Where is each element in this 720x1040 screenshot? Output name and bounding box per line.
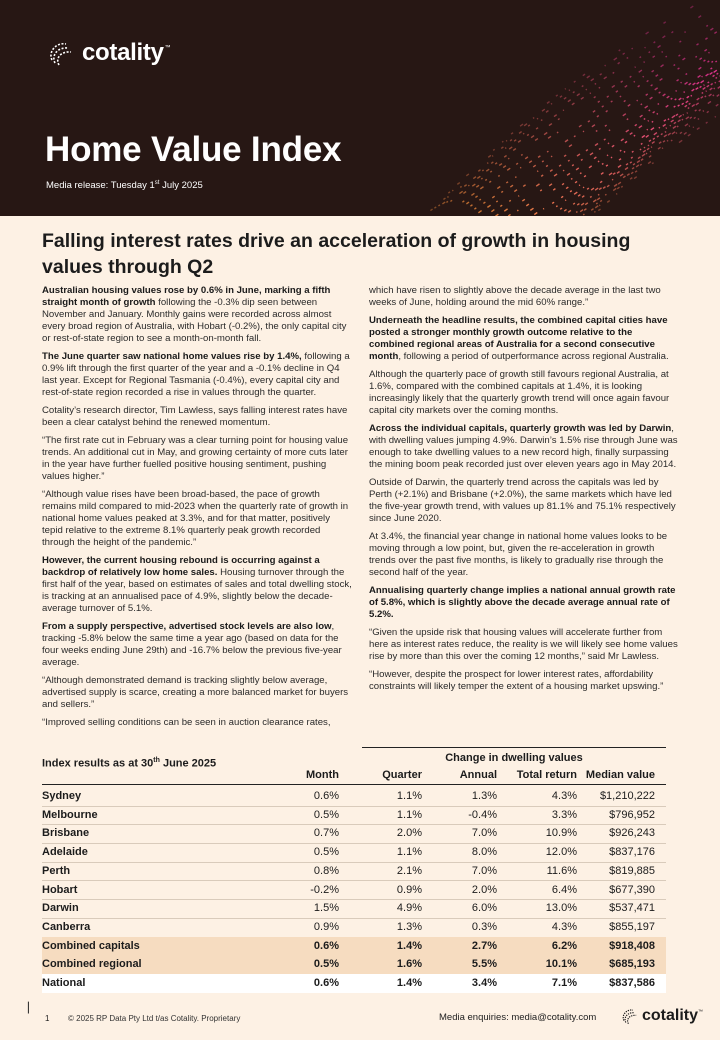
left-column <box>42 285 352 735</box>
table-row <box>42 918 666 937</box>
media-enquiries: Media enquiries: media@cotality.com <box>439 1012 597 1023</box>
table-cell: 2.0% <box>471 883 497 896</box>
table-cell: $796,952 <box>609 808 655 821</box>
table-cell: 0.5% <box>313 846 339 859</box>
table-cell: 2.1% <box>396 864 422 877</box>
table-cell: 4.3% <box>551 920 577 933</box>
table-cell: $677,390 <box>609 883 655 896</box>
right-column <box>369 285 679 699</box>
paragraph <box>42 489 352 549</box>
table-cell: 0.8% <box>313 864 339 877</box>
article-headline: Falling interest rates drive an acceleration of growth in housing values through Q2 <box>42 230 631 278</box>
paragraph <box>369 585 679 621</box>
paragraph <box>369 669 679 693</box>
region-name: Darwin <box>42 902 79 915</box>
paragraph-body: , tracking -5.8% below the same time a year ago (based on data for the four weeks ending June 29th) and -16.7% below the previous five-year average. <box>42 621 342 668</box>
region-name: Sydney <box>42 790 82 802</box>
table-cell: 1.4% <box>396 977 422 989</box>
paragraph <box>42 351 352 399</box>
table-cell: -0.2% <box>310 883 339 896</box>
paragraph-body: which have risen to slightly above the decade average in the last two weeks of June, holding around the mid 60% range.” <box>369 285 661 308</box>
table-cell: $918,408 <box>609 939 655 952</box>
paragraph-lead: Underneath the headline results, the combined capital cities have posted a stronger monthly growth outcome relative to the combined regional areas of Australia for a second consecutive month <box>369 315 668 362</box>
table-cell: 1.1% <box>396 808 422 821</box>
paragraph <box>369 423 679 471</box>
hero-banner <box>0 0 720 216</box>
paragraph <box>369 285 679 309</box>
paragraph-body: “Improved selling conditions can be seen in auction clearance rates, <box>42 717 331 728</box>
column-header: Quarter <box>382 769 422 781</box>
table-cell: $819,885 <box>609 864 655 877</box>
corner-mark: ▏ <box>28 1003 36 1014</box>
paragraph-body: “Although value rises have been broad-based, the pace of growth remains mild compared to mid-2023 when the quarterly rate of growth in national home values peaked at 3.3%, and for that matter, positively tepid relative to the extreme 8.1% quarterly peak growth recorded through the height of the pandemic.” <box>42 489 349 548</box>
table-cell: 5.5% <box>471 958 497 971</box>
paragraph-body: Outside of Darwin, the quarterly trend across the capitals was led by Perth (+2.1%) and Brisbane (+2.0%), the same markets which have led the five-year growth trend, with values up 81.1% and 75.1% respectively since June 2020. <box>369 477 676 524</box>
paragraph-lead: However, the current housing rebound is occurring against a backdrop of relatively low home sales. <box>42 555 320 578</box>
region-name: Adelaide <box>42 846 88 859</box>
paragraph-body: following the -0.3% dip seen between November and January. Monthly gains were recorded across almost every broad region of Australia, with Hobart (-0.2%), the only capital city or rest-of-state region to see a month-on-month fall. <box>42 297 347 344</box>
region-name: Perth <box>42 864 71 877</box>
table-cell: 4.3% <box>551 790 577 802</box>
column-header: Month <box>306 769 339 781</box>
paragraph-body: , following a period of outperformance across regional Australia. <box>398 351 669 362</box>
table-cell: 0.7% <box>313 827 339 840</box>
brand-logo <box>46 38 171 68</box>
page-footer <box>0 1000 720 1040</box>
paragraph-body: , with dwelling values jumping 4.9%. Darwin’s 1.5% rise through June was enough to take dwelling values to a new record high, finally surpassing the mining boom peak recorded just over eleven years ago in May 2014. <box>369 423 678 470</box>
table-cell: 1.6% <box>396 958 422 971</box>
paragraph-body: Although the quarterly pace of growth still favours regional Australia, at 1.6%, compared with the combined capitals at 1.4%, it is looking increasingly likely that the quarterly growth trend will once again favour capital city markets over the coming months. <box>369 369 670 416</box>
paragraph-body: At 3.4%, the financial year change in national home values looks to be moving through a low point, but, given the re-acceleration in growth trends over the past five months, is likely to gradually rise through the second half of the year. <box>369 531 668 578</box>
table-cell: $685,193 <box>609 958 655 971</box>
table-cell: 0.6% <box>313 977 339 989</box>
paragraph-lead: The June quarter saw national home values rise by 1.4%, <box>42 351 302 362</box>
column-header: Median value <box>585 769 655 781</box>
paragraph <box>42 675 352 711</box>
region-name: Canberra <box>42 920 91 933</box>
region-name: Melbourne <box>42 808 98 821</box>
table-row <box>42 955 666 974</box>
paragraph <box>369 477 679 525</box>
column-header: Total return <box>516 769 577 781</box>
paragraph <box>42 435 352 483</box>
paragraph <box>42 621 352 669</box>
paragraph-body: “The first rate cut in February was a clear turning point for housing value trends. An additional cut in May, and growing certainty of more cuts later in the year have further fuelled positive housing sentiment, pushing values higher.” <box>42 435 349 482</box>
table-cell: $837,586 <box>609 977 655 989</box>
table-row <box>42 843 666 862</box>
brand-name: cotality <box>82 39 164 66</box>
table-cell: 1.5% <box>313 902 339 915</box>
footer-logo <box>620 1006 703 1026</box>
table-cell: 1.3% <box>396 920 422 933</box>
table-cell: 3.3% <box>551 808 577 821</box>
table-row <box>42 974 666 993</box>
table-cell: 0.5% <box>313 808 339 821</box>
table-cell: 0.9% <box>313 920 339 933</box>
cotality-swirl-icon <box>46 38 80 68</box>
table-title: Index results as at 30th June 2025 <box>42 757 217 770</box>
table-cell: 6.0% <box>471 902 497 915</box>
paragraph-body: “Given the upside risk that housing values will accelerate further from here as interest rates reduce, the reality is we will likely see home values rise by more than this over the coming 12 months,” said Mr Lawless. <box>369 627 678 662</box>
table-cell: $855,197 <box>609 920 655 933</box>
table-cell: 6.4% <box>551 883 577 896</box>
table-cell: 0.9% <box>396 883 422 896</box>
table-cell: 1.1% <box>396 790 422 802</box>
table-cell: 11.6% <box>546 864 577 877</box>
page-title: Home Value Index <box>45 130 342 169</box>
paragraph <box>369 531 679 579</box>
table-row <box>42 881 666 900</box>
brand-trademark: ™ <box>164 45 171 51</box>
table-cell: 0.6% <box>313 790 339 802</box>
table-cell: $837,176 <box>609 846 655 859</box>
table-cell: $926,243 <box>609 827 655 840</box>
paragraph <box>369 627 679 663</box>
paragraph-body: Housing turnover through the first half of the year, based on estimates of sales and total dwelling stock, is tracking at an annualised pace of 4.9%, slightly below the decade-average turnover of 5.1%. <box>42 567 352 614</box>
table-cell: 0.3% <box>471 920 497 933</box>
table-cell: 10.1% <box>545 958 577 971</box>
table-row <box>42 787 666 806</box>
table-cell: 2.0% <box>396 827 422 840</box>
table-cell: 12.0% <box>545 846 577 859</box>
table-cell: 10.9% <box>545 827 577 840</box>
region-name: National <box>42 977 86 989</box>
paragraph-body: “Although demonstrated demand is tracking slightly below average, advertised supply is scarce, creating a more balanced market for buyers and sellers.” <box>42 675 349 710</box>
table-row <box>42 937 666 956</box>
table-row <box>42 862 666 881</box>
region-name: Combined regional <box>42 958 142 971</box>
paragraph <box>42 717 352 729</box>
column-header: Annual <box>459 769 497 781</box>
region-name: Combined capitals <box>42 939 140 952</box>
copyright-text: © 2025 RP Data Pty Ltd t/as Cotality. Proprietary <box>68 1014 241 1023</box>
paragraph <box>369 369 679 417</box>
paragraph <box>42 405 352 429</box>
header-rule <box>42 784 666 785</box>
group-rule <box>362 747 666 748</box>
paragraph-body: Cotality’s research director, Tim Lawless, says falling interest rates have been a clear catalyst behind the renewed momentum. <box>42 405 348 428</box>
cotality-swirl-icon <box>620 1006 642 1026</box>
table-cell: 7.0% <box>471 827 497 840</box>
footer-brand-name: cotality <box>642 1007 699 1024</box>
table-cell: 13.0% <box>545 902 577 915</box>
paragraph-lead: Across the individual capitals, quarterly growth was led by Darwin <box>369 423 672 434</box>
table-cell: 4.9% <box>396 902 422 915</box>
table-cell: 7.1% <box>551 977 577 989</box>
paragraph <box>42 285 352 345</box>
table-cell: 1.1% <box>396 846 422 859</box>
table-cell: 2.7% <box>471 939 497 952</box>
region-name: Brisbane <box>42 827 90 840</box>
paragraph <box>369 315 679 363</box>
paragraph-lead: Annualising quarterly change implies a national annual growth rate of 5.8%, which is slightly above the decade average annual rate of 5.2%. <box>369 585 676 620</box>
paragraph-lead: Australian housing values rose by 0.6% in June, marking a fifth straight month of growth <box>42 285 331 308</box>
table-cell: 1.4% <box>396 939 422 952</box>
paragraph <box>42 555 352 615</box>
region-name: Hobart <box>42 883 78 896</box>
table-row <box>42 806 666 825</box>
paragraph-body: following a 0.9% lift through the first quarter of the year and a -0.1% decline in Q4 last year. Except for Regional Tasmania (-0.4%), every capital city and rest-of-state region recorded a rise in values through the quarter. <box>42 351 350 398</box>
table-cell: 7.0% <box>471 864 497 877</box>
table-cell: 1.3% <box>471 790 497 802</box>
release-date: Media release: Tuesday 1st July 2025 <box>46 180 203 192</box>
footer-brand-trademark: ™ <box>698 1009 704 1015</box>
paragraph-lead: From a supply perspective, advertised stock levels are also low <box>42 621 332 632</box>
table-cell: 0.6% <box>313 939 339 952</box>
table-cell: 3.4% <box>471 977 497 989</box>
table-row <box>42 899 666 918</box>
table-cell: 0.5% <box>313 958 339 971</box>
page-number: 1 <box>45 1014 50 1023</box>
table-cell: $1,210,222 <box>599 790 655 802</box>
table-cell: -0.4% <box>468 808 497 821</box>
paragraph-body: “However, despite the prospect for lower interest rates, affordability constraints will likely temper the extent of a housing market upswing.” <box>369 669 664 692</box>
table-cell: $537,471 <box>609 902 655 915</box>
group-header: Change in dwelling values <box>445 752 583 764</box>
table-cell: 6.2% <box>551 939 577 952</box>
table-cell: 8.0% <box>471 846 497 859</box>
table-row <box>42 824 666 843</box>
